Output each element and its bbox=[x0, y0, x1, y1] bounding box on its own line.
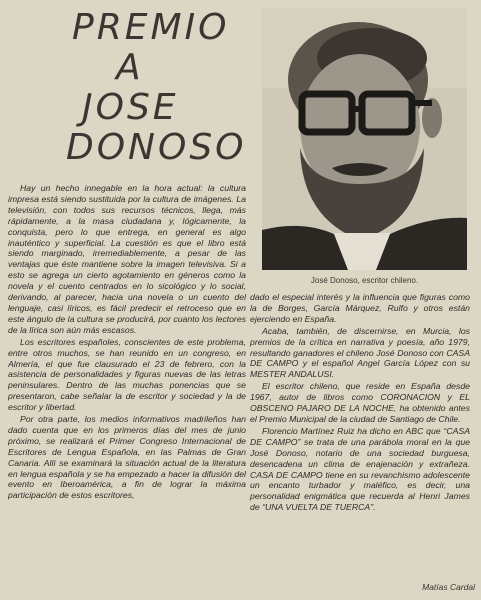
article-paragraph: El escritor chileno, que reside en España desde 1967, autor de libros como CORONACION y EL OBSCENO PAJARO DE LA NOCHE, ha obtenido antes el Premio Municipal de la ciudad de Santiago de Chile. bbox=[250, 381, 470, 424]
article-paragraph: Los escritores españoles, conscientes de este problema, entre otros muchos, se han reunido en un congreso, en Almería, el que fue clausurado el 23 de febrero, con la asistencia de personalidades y figuras nuevas de las letras peninsulares. Dentro de las muchas ponencias que se presentaron, cabe señalar la de escritor y sociedad y la de escritor y libertad. bbox=[8, 336, 246, 413]
portrait-illustration bbox=[262, 8, 467, 270]
article-column-left bbox=[8, 183, 246, 502]
article-paragraph: Acaba, también, de discernirse, en Murcia, los premios de la crítica en narrativa y poesía, año 1979, resultando ganadores el chileno José Donoso con CASA DE CAMPO y el español Angel García López con su MESTER ANDALUSI. bbox=[250, 325, 470, 380]
article-column-right bbox=[250, 292, 470, 514]
headline-line-3: JOSE bbox=[82, 87, 179, 128]
article-paragraph: dado el especial interés y la influencia que figuras como la de Borges, García Márquez, Rulfo y otros están ejerciendo en España. bbox=[250, 292, 470, 324]
headline bbox=[66, 8, 246, 168]
author-portrait-photo bbox=[262, 8, 467, 270]
headline-line-2: A bbox=[116, 47, 144, 88]
headline-line-4: DONOSO bbox=[66, 127, 247, 168]
article-paragraph: Por otra parte, los medios informativos madrileños han dado cuenta que en los primeros días del mes de junio próximo, se realizará el Primer Congreso Internacional de Escritores de Lengua Española, en las Palmas de Gran Canaria. Allí se examinará la situación actual de la literatura en lengua española y se ha empezado a hacer la difusión del evento en Iberoamérica, a fin de lograr la máxima participación de estos escritores, bbox=[8, 414, 246, 501]
article-paragraph: Florencio Martínez Ruiz ha dicho en ABC que “CASA DE CAMPO” se trata de una parábola moral en la que José Donoso, notario de una sociedad burguesa, desencadena un clima de enajenación y extrañeza. CASA DE CAMPO tiene en su revanchismo adolescente un encanto turbador y maléfico, es decir, una personalidad enigmática que recuerda al Henri James de “UNA VUELTA DE TUERCA”. bbox=[250, 425, 470, 513]
article-paragraph: Hay un hecho innegable en la hora actual: la cultura impresa está siendo sustituida por la cultura de imágenes. La televisión, con todos sus recursos técnicos, llega, más rápidamente, a la masa ciudadana y, lógicamente, la conquista, pero lo que entrega, en general es algo inauténtico y superficial. La cuestión es que el libro está siendo marginado, irremediablemente, a pesar de las ventajas que éste mantiene sobre la imagen televisiva. Si a esto se agrega un cierto agotamiento en géneros como la novela y el cuento centrados en lo sicológico y lo social, derivando, al parecer, hacia una novela o un cuento del lenguaje, casi líricos, es fácil predecir el retroceso que en este ángulo de la cultura se producirá, por cuanto los lectores de la lírica son aún más escasos. bbox=[8, 183, 246, 335]
author-signature: Matías Cardal bbox=[422, 582, 475, 592]
photo-caption: José Donoso, escritor chileno. bbox=[310, 276, 419, 285]
headline-line-1: PREMIO bbox=[72, 7, 230, 48]
